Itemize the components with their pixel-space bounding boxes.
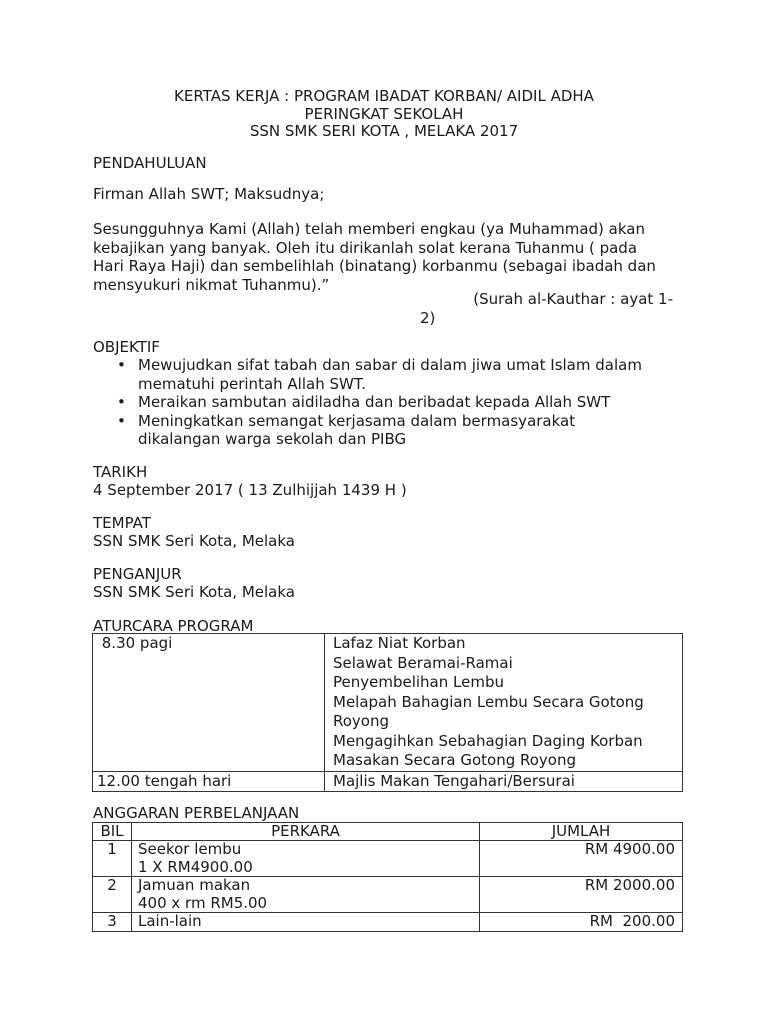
- title-line-3: SSN SMK SERI KOTA , MELAKA 2017: [249, 122, 519, 140]
- citation-line-1: (Surah al-Kauthar : ayat 1-: [473, 290, 673, 308]
- penganjur-heading: PENGANJUR: [93, 565, 182, 583]
- column-header-bil: BIL: [93, 823, 132, 841]
- list-item-text: dikalangan warga sekolah dan PIBG: [138, 430, 407, 448]
- list-item-text: Meraikan sambutan aidiladha dan beribadat kepada Allah SWT: [138, 393, 611, 411]
- activity-item: Royong: [333, 712, 390, 730]
- table-row: [93, 877, 683, 913]
- activity-item: Penyembelihan Lembu: [333, 673, 504, 691]
- activity-item: Mengagihkan Sebahagian Daging Korban: [333, 731, 643, 750]
- perkara-line: Jamuan makan: [138, 876, 251, 894]
- verse-line: kebajikan yang banyak. Oleh itu dirikanlah solat kerana Tuhanmu ( pada: [93, 238, 638, 257]
- schedule-activities: [325, 634, 683, 772]
- cell-jumlah: RM 200.00: [480, 913, 683, 932]
- activity-item: Selawat Beramai-Ramai: [333, 653, 513, 672]
- verse-line: mensyukuri nikmat Tuhanmu).”: [93, 275, 330, 294]
- tempat-value: SSN SMK Seri Kota, Melaka: [93, 532, 295, 550]
- perkara-line: 400 x rm RM5.00: [138, 893, 268, 912]
- list-item-text: Mewujudkan sifat tabah dan sabar di dalam jiwa umat Islam dalam: [138, 356, 642, 374]
- cell-bil: 3: [93, 913, 132, 932]
- activity-item: Masakan Secara Gotong Royong: [333, 751, 577, 769]
- table-header-row: [93, 823, 683, 841]
- title-line-1: KERTAS KERJA : PROGRAM IBADAT KORBAN/ AIDIL ADHA: [174, 87, 594, 105]
- tarikh-heading: TARIKH: [93, 463, 148, 481]
- list-item: [93, 412, 693, 449]
- perkara-line: Seekor lembu: [138, 840, 242, 858]
- cell-jumlah: RM 4900.00: [480, 841, 683, 877]
- schedule-activities: [325, 771, 683, 791]
- list-item-text: mematuhi perintah Allah SWT.: [138, 374, 366, 393]
- verse-line: Sesungguhnya Kami (Allah) telah memberi engkau (ya Muhammad) akan: [93, 220, 645, 238]
- objektif-list: [93, 356, 693, 449]
- list-item-text: Meningkatkan semangat kerjasama dalam bermasyarakat: [138, 411, 576, 430]
- column-header-perkara: PERKARA: [132, 823, 480, 841]
- activity-item: Lafaz Niat Korban: [333, 634, 466, 652]
- bullet-icon: •: [117, 411, 126, 430]
- penganjur-value: SSN SMK Seri Kota, Melaka: [93, 583, 295, 601]
- pendahuluan-intro: Firman Allah SWT; Maksudnya;: [93, 185, 325, 203]
- table-row: [93, 913, 683, 932]
- anggaran-table: [92, 822, 683, 932]
- cell-bil: 2: [93, 877, 132, 913]
- anggaran-heading: ANGGARAN PERBELANJAAN: [93, 804, 300, 822]
- verse-paragraph: [93, 220, 683, 294]
- schedule-time: 12.00 tengah hari: [93, 771, 325, 791]
- list-item: [93, 356, 693, 393]
- verse-citation: [93, 290, 673, 327]
- pendahuluan-heading: PENDAHULUAN: [93, 154, 207, 172]
- cell-perkara: [132, 877, 480, 913]
- tempat-heading: TEMPAT: [93, 514, 151, 532]
- aturcara-table: [92, 633, 683, 792]
- activity-item: Majlis Makan Tengahari/Bersurai: [333, 771, 575, 790]
- verse-line: Hari Raya Haji) dan sembelihlah (binatang) korbanmu (sebagai ibadah dan: [93, 257, 656, 275]
- bullet-icon: •: [117, 393, 126, 411]
- list-item: [93, 393, 693, 412]
- cell-jumlah: RM 2000.00: [480, 877, 683, 913]
- cell-perkara: [132, 913, 480, 932]
- bullet-icon: •: [117, 356, 126, 374]
- document-title: [0, 88, 768, 141]
- schedule-time: 8.30 pagi: [93, 634, 325, 772]
- perkara-line: Lain-lain: [138, 912, 202, 930]
- activity-item: Melapah Bahagian Lembu Secara Gotong: [333, 692, 644, 711]
- cell-perkara: [132, 841, 480, 877]
- citation-line-2: 2): [420, 308, 436, 327]
- cell-bil: 1: [93, 841, 132, 877]
- title-line-2: PERINGKAT SEKOLAH: [304, 104, 464, 123]
- objektif-heading: OBJEKTIF: [93, 338, 160, 356]
- tarikh-value: 4 September 2017 ( 13 Zulhijjah 1439 H ): [93, 481, 407, 499]
- table-row: [93, 634, 683, 772]
- aturcara-heading: ATURCARA PROGRAM: [93, 617, 254, 635]
- table-row: [93, 771, 683, 791]
- column-header-jumlah: JUMLAH: [480, 823, 683, 841]
- table-row: [93, 841, 683, 877]
- perkara-line: 1 X RM4900.00: [138, 857, 253, 876]
